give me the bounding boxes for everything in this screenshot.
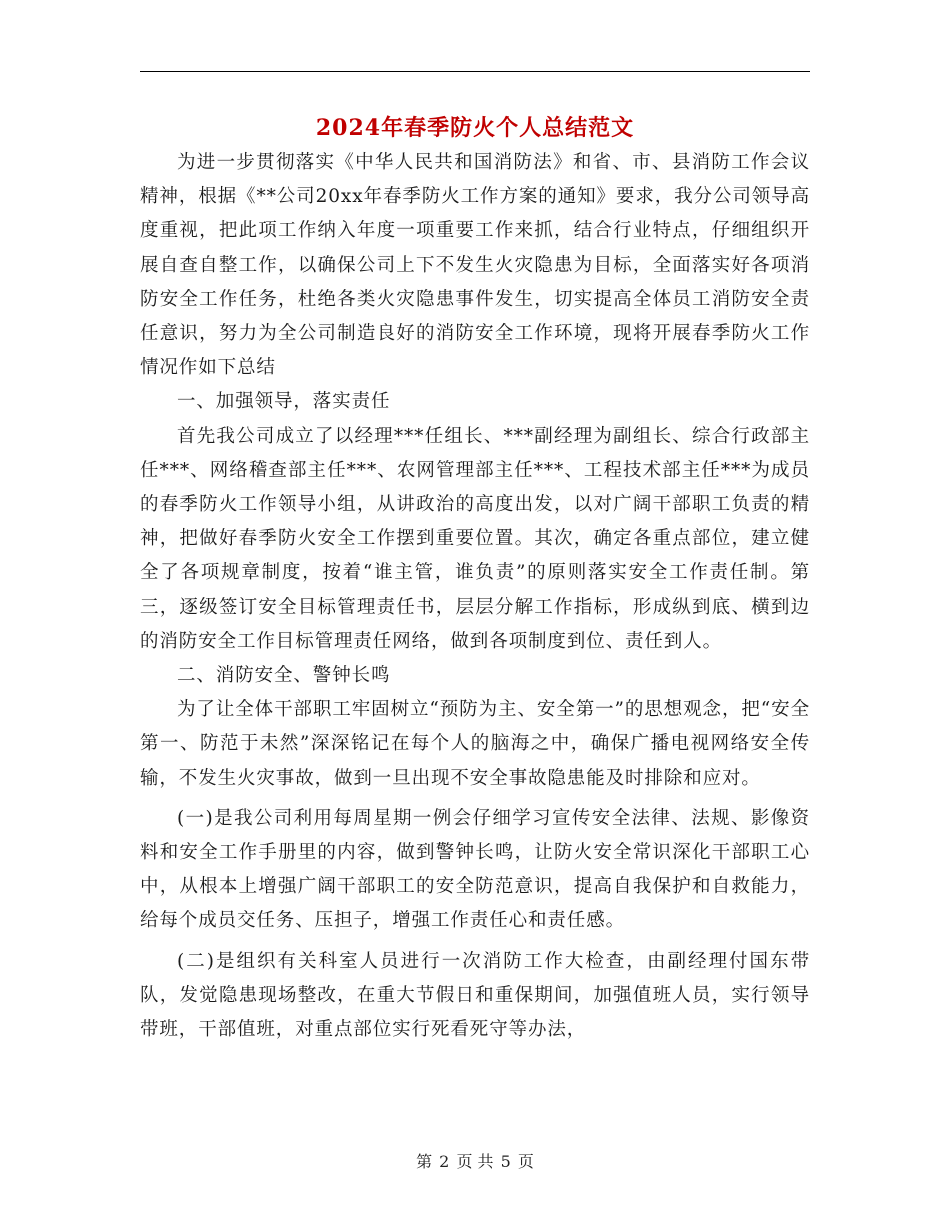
document-body [140,146,810,1047]
paragraph-intro: 为进一步贯彻落实《中华人民共和国消防法》和省、市、县消防工作会议精神，根据《**公司20xx年春季防火工作方案的通知》要求，我分公司领导高度重视，把此项工作纳入年度一项重要工作来抓，结合行业特点，仔细组织开展自查自整工作，以确保公司上下不发生火灾隐患为目标，全面落实好各项消防安全工作任务，杜绝各类火灾隐患事件发生，切实提高全体员工消防安全责任意识，努力为全公司制造良好的消防安全工作环境，现将开展春季防火工作情况作如下总结 [140,152,810,379]
paragraph-leadership: 首先我公司成立了以经理***任组长、***副经理为副组长、综合行政部主任***、网络稽查部主任***、农网管理部主任***、工程技术部主任***为成员的春季防火工作领导小组，从讲政治的高度出发，以对广阔干部职工负责的精神，把做好春季防火安全工作摆到重要位置。其次，确定各重点部位，建立健全了各项规章制度，按着“谁主管，谁负责”的原则落实安全工作责任制。第三，逐级签订安全目标管理责任书，层层分解工作指标，形成纵到底、横到边的消防安全工作目标管理责任网络，做到各项制度到位、责任到人。 [140,425,810,652]
section-heading-1: 一、加强领导，落实责任 [177,391,391,413]
document-title: 2024年春季防火个人总结范文 [315,115,635,141]
total-pages: 5 [500,1152,511,1171]
paragraph-awareness: 为了让全体干部职工牢固树立“预防为主、安全第一”的思想观念，把“安全第一、防范于未然”深深铭记在每个人的脑海之中，确保广播电视网络安全传输，不发生火灾事故，做到一旦出现不安全事故隐患能及时排除和应对。 [140,699,810,789]
paragraph-item-2: (二)是组织有关科室人员进行一次消防工作大检查，由副经理付国东带队，发觉隐患现场整改，在重大节假日和重保期间，加强值班人员，实行领导带班，干部值班，对重点部位实行死看死守等办法， [140,950,810,1041]
header-rule [140,71,810,72]
page-prefix: 第 [416,1152,433,1171]
current-page: 2 [439,1152,450,1171]
section-heading-2: 二、消防安全、警钟长鸣 [177,665,391,687]
page-middle: 页 共 [456,1152,494,1171]
page-suffix: 页 [517,1152,534,1171]
paragraph-item-1: (一)是我公司利用每周星期一例会仔细学习宣传安全法律、法规、影像资料和安全工作手册里的内容，做到警钟长鸣，让防火安全常识深化干部职工心中，从根本上增强广阔干部职工的安全防范意识，提高自我保护和自救能力，给每个成员交任务、压担子，增强工作责任心和责任感。 [140,807,810,932]
page-number [0,1150,950,1174]
